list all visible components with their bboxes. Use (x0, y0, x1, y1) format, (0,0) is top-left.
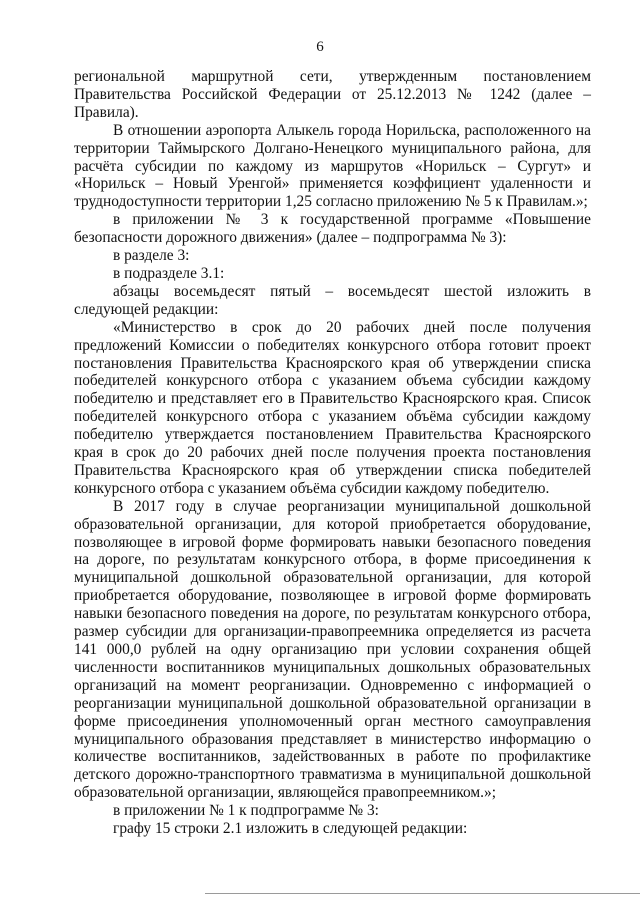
paragraph-alykel-airport: В отношении аэропорта Алыкель города Норильска, расположенного на территории Таймырского Долгано-Ненецкого муниципального района, для расчёта субсидии по каждому из маршрутов «Норильск – Сургут» и «Норильск – Новый Уренгой» применяется коэффициент удаленности и труднодоступности территории 1,25 согласно приложению № 5 к Правилам.»; (74, 121, 591, 211)
paragraph-appendix-3: в приложении № 3 к государственной программе «Повышение безопасности дорожного движения» (далее – подпрограмма № 3): (74, 211, 591, 247)
scan-bottom-edge-line (205, 893, 640, 894)
paragraph-column-15: графу 15 строки 2.1 изложить в следующей редакции: (113, 820, 468, 838)
paragraph-appendix-1: в приложении № 1 к подпрограмме № 3: (113, 802, 379, 820)
paragraph-section-3: в разделе 3: (113, 247, 190, 265)
page-number: 6 (316, 39, 324, 55)
document-body (74, 68, 591, 838)
paragraph-reorganization-2017: В 2017 году в случае реорганизации муниципальной дошкольной образовательной организации, для которой приобретается оборудование, позволяющее в игровой форме формировать навыки безопасного поведения на дороге, по результатам конкурсного отбора, в форме присоединения к муниципальной дошкольной образовательной организации, для которой приобретается оборудование, позволяющее в игровой форме формировать навыки безопасного поведения на дороге, по результатам конкурсного отбора, размер субсидии для организации-правопреемника определяется из расчета 141 000,0 рублей на одну организацию при условии сохранения общей численности воспитанников муниципальных дошкольных образовательных организаций на момент реорганизации. Одновременно с информацией о реорганизации муниципальной дошкольной образовательной организации в форме присоединения уполномоченный орган местного самоуправления муниципального образования представляет в министерство информацию о количестве воспитанников, задействованных в работе по профилактике детского дорожно-транспортного травматизма в муниципальной дошкольной образовательной организации, являющейся правопреемником.»; (74, 497, 591, 802)
paragraph-amend-instruction: абзацы восемьдесят пятый – восемьдесят шестой изложить в следующей редакции: (74, 282, 591, 318)
paragraph-ministry-quote: «Министерство в срок до 20 рабочих дней после получения предложений Комиссии о победителях конкурсного отбора готовит проект постановления Правительства Красноярского края об утверждении списка победителей конкурсного отбора с указанием объема субсидии каждому победителю и представляет его в Правительство Красноярского края. Список победителей конкурсного отбора с указанием объёма субсидии каждому победителю утверждается постановлением Правительства Красноярского края в срок до 20 рабочих дней после получения проекта постановления Правительства Красноярского края об утверждении списка победителей конкурсного отбора с указанием объёма субсидии каждому победителю. (74, 318, 591, 497)
paragraph-rules-reference: региональной маршрутной сети, утвержденным постановлением Правительства Российской Федерации от 25.12.2013 № 1242 (далее – Правила). (74, 68, 591, 121)
paragraph-subsection-3-1: в подразделе 3.1: (113, 264, 225, 282)
